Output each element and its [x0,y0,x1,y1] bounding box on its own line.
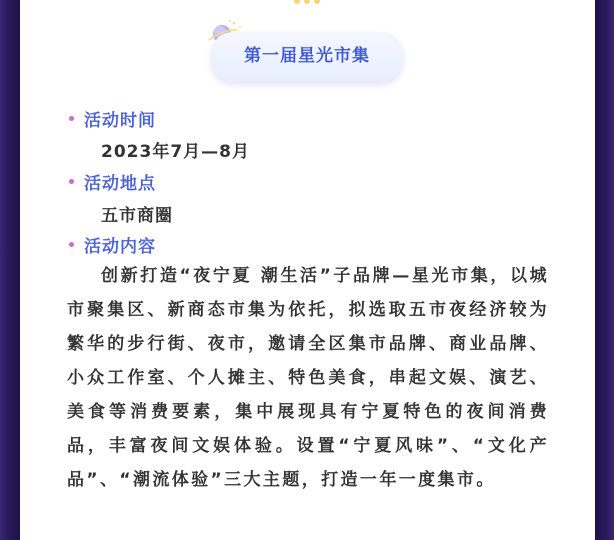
right-frame-border [595,0,614,540]
page-title: 第一届星光市集 [211,32,403,82]
section-label-time: 活动时间 [84,111,156,131]
top-decoration-dots [292,0,322,4]
bullet-dot [69,116,74,121]
bullet-dot [69,179,74,184]
section-value-location: 五市商圈 [101,206,173,226]
bullet-dot [69,242,74,247]
section-label-location: 活动地点 [84,174,156,194]
left-frame-border [0,0,20,540]
content-paragraph: 创新打造“夜宁夏 潮生活”子品牌—星光市集，以城市聚集区、新商态市集为依托，拟选取五市夜经济较为繁华的步行街、夜市，邀请全区集市品牌、商业品牌、小众工作室、个人摊主、特色美食，串起文娱、演艺、美食等消费要素，集中展现具有宁夏特色的夜间消费品，丰富夜间文娱体验。设置“宁夏风味”、“文化产品”、“潮流体验”三大主题，打造一年一度集市。 [67,266,549,490]
section-value-time: 2023年7月—8月 [101,142,250,162]
section-label-content: 活动内容 [84,237,156,257]
